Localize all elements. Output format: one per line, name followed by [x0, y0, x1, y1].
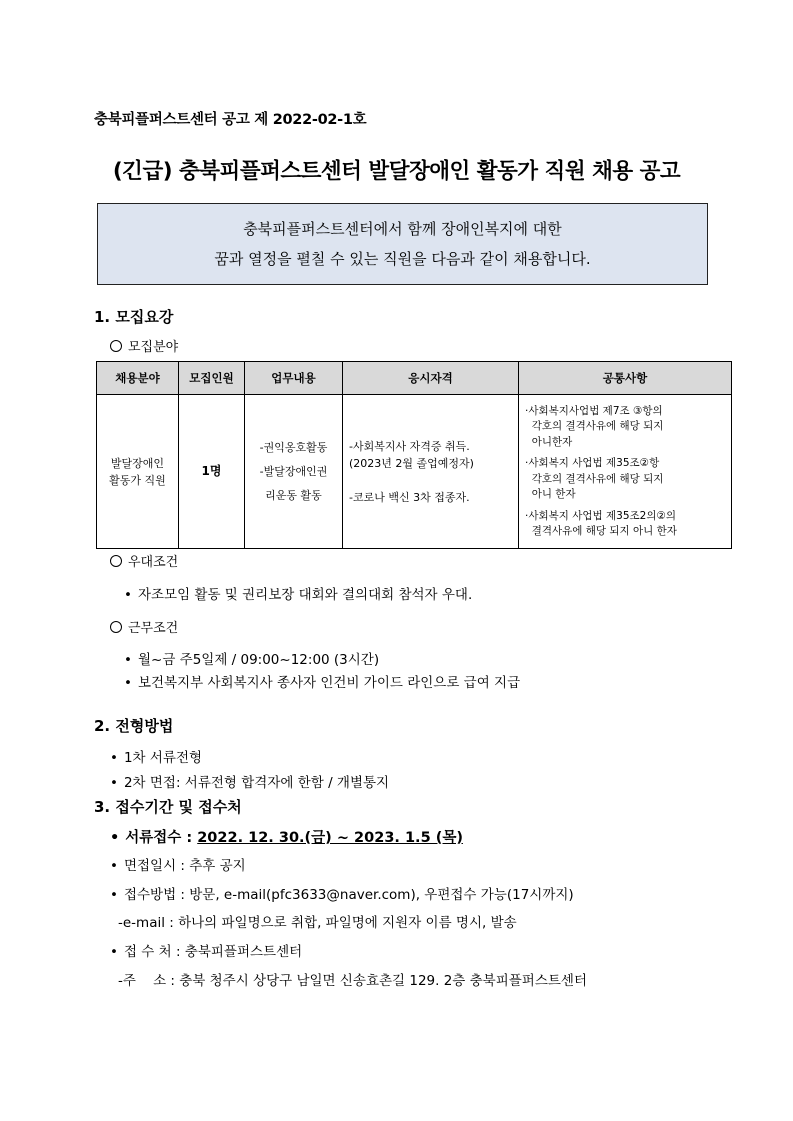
preference-label: 우대조건 [128, 555, 179, 570]
bullet-icon: • [110, 750, 118, 766]
common-item [525, 456, 731, 503]
common-line: 아니한자 [531, 435, 573, 448]
intro-line-2: 꿈과 열정을 펼칠 수 있는 직원을 다음과 같이 채용합니다. [214, 250, 591, 268]
work-item [124, 671, 520, 691]
section3-heading: 3. 접수기간 및 접수처 [94, 798, 242, 816]
section1-heading: 1. 모집요강 [94, 308, 174, 326]
duty-line: -권익옹호활동 [259, 440, 328, 454]
common-line: ·사회복지 사업법 제35조②항 [525, 457, 660, 469]
bullet-icon: • [110, 830, 120, 846]
table-header: 모집인원 [179, 362, 245, 395]
preference-text: 자조모임 활동 및 권리보장 대회와 결의대회 참석자 우대. [137, 587, 473, 603]
screening-text: 1차 서류전형 [123, 750, 203, 766]
cell-duties [245, 395, 343, 549]
work-text: 월~금 주5일제 / 09:00~12:00 (3시간) [137, 652, 380, 668]
cell-field [97, 395, 179, 549]
field-line: 발달장애인 [110, 456, 165, 470]
qualification-line: (2023년 2월 졸업예정자) [349, 456, 474, 470]
field-label: 모집분야 [128, 340, 179, 355]
screening-text: 2차 면접: 서류전형 합격자에 한함 / 개별통지 [123, 775, 390, 791]
email-note: -e-mail : 하나의 파일명으로 취합, 파일명에 지원자 이름 명시, 발송 [118, 915, 517, 931]
qualification-spacer [349, 472, 518, 489]
bullet-icon: • [110, 775, 118, 791]
place-text: 접 수 처 : 충북피플퍼스트센터 [123, 944, 303, 960]
cell-qualifications [343, 395, 519, 549]
bullet-icon: • [110, 944, 118, 960]
bullet-icon: • [110, 858, 118, 874]
intro-line-1: 충북피플퍼스트센터에서 함께 장애인복지에 대한 [243, 220, 562, 238]
section2-heading: 2. 전형방법 [94, 717, 174, 735]
recruitment-table [96, 361, 732, 549]
cell-common [519, 395, 732, 549]
doc-label: 서류접수 : [125, 830, 198, 846]
work-item [124, 648, 379, 668]
circle-bullet-icon [110, 340, 122, 352]
bullet-icon: • [124, 675, 132, 691]
common-item [525, 509, 731, 540]
interview-text: 면접일시 : 추후 공지 [123, 858, 246, 874]
common-item [525, 404, 731, 451]
place-row [110, 940, 302, 960]
page-title: (긴급) 충북피플퍼스트센터 발달장애인 활동가 직원 채용 공고 [112, 159, 681, 184]
address: -주 소 : 충북 청주시 상당구 남일면 신송효촌길 129. 2층 충북피플퍼스트센터 [118, 973, 588, 989]
qualification-line: -코로나 백신 3차 접종자. [349, 490, 470, 504]
bullet-icon: • [124, 587, 132, 603]
work-label-row [110, 617, 178, 636]
circle-bullet-icon [110, 555, 122, 567]
duty-line: 리운동 활동 [265, 488, 322, 502]
field-line: 활동가 직원 [109, 473, 166, 487]
cell-count: 1명 [179, 395, 245, 549]
table-header: 채용분야 [97, 362, 179, 395]
common-line: ·사회복지사업법 제7조 ③항의 [525, 404, 663, 417]
circle-bullet-icon [110, 621, 122, 633]
work-label: 근무조건 [128, 621, 179, 636]
doc-period-row [110, 826, 463, 847]
bullet-icon: • [124, 652, 132, 668]
table-header: 응시자격 [343, 362, 519, 395]
table-row [97, 395, 732, 549]
intro-box [97, 203, 708, 285]
table-header: 공통사항 [519, 362, 732, 395]
work-text: 보건복지부 사회복지사 종사자 인건비 가이드 라인으로 급여 지급 [137, 675, 521, 691]
screening-item [110, 746, 202, 766]
preference-label-row [110, 551, 178, 570]
table-header: 업무내용 [245, 362, 343, 395]
common-line: 각호의 결격사유에 해당 되지 [531, 472, 664, 485]
common-line: ·사회복지 사업법 제35조2의②의 [525, 509, 677, 522]
duty-line: -발달장애인권 [259, 464, 328, 478]
table-header-row [97, 362, 732, 395]
method-row [110, 883, 574, 903]
common-line: 각호의 결격사유에 해당 되지 [531, 420, 664, 432]
common-line: 결격사유에 해당 되지 아니 한자 [531, 525, 677, 537]
bullet-icon: • [110, 887, 118, 903]
doc-period: 2022. 12. 30.(금) ~ 2023. 1.5 (목) [197, 830, 463, 846]
notice-number: 충북피플퍼스트센터 공고 제 2022-02-1호 [94, 112, 367, 128]
preference-item [124, 583, 472, 603]
qualification-line: -사회복지사 자격증 취득. [349, 439, 470, 453]
common-line: 아니 한자 [531, 488, 576, 500]
screening-item [110, 771, 389, 791]
interview-row [110, 854, 246, 874]
method-text: 접수방법 : 방문, e-mail(pfc3633@naver.com), 우편접수 가능(17시까지) [123, 887, 574, 903]
field-label-row [110, 336, 178, 355]
